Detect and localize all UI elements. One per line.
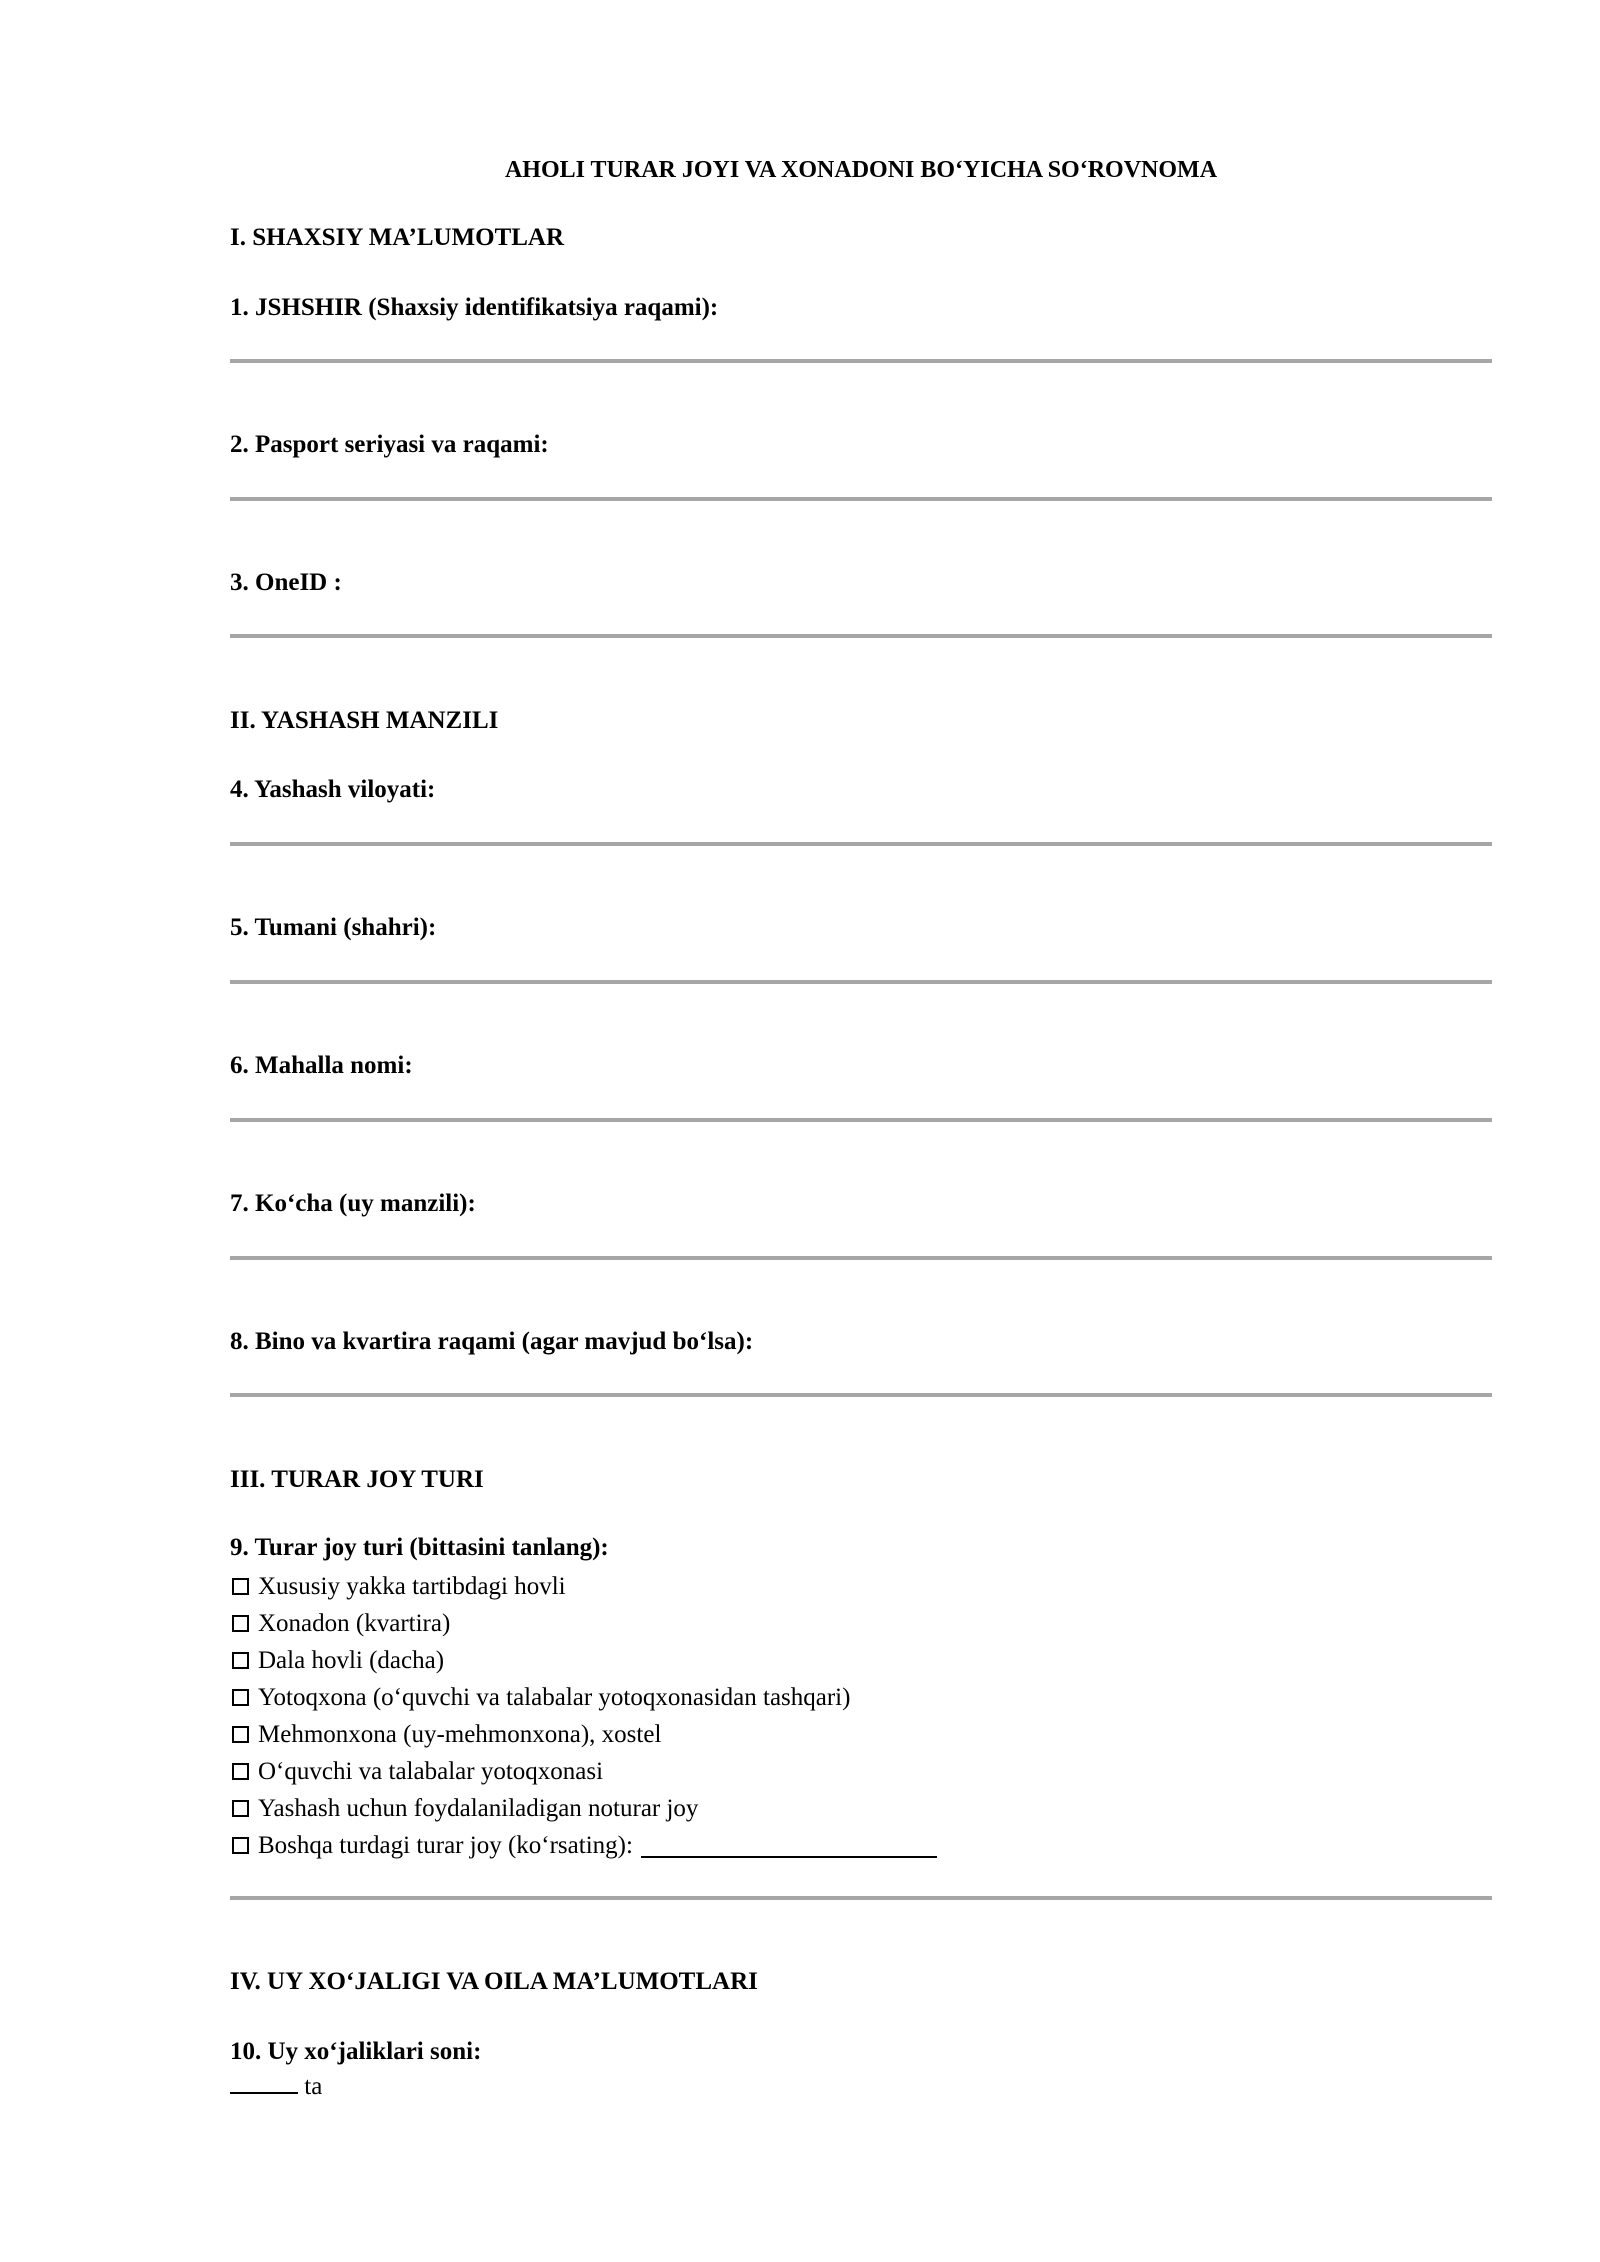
- housing-type-separator: [230, 1896, 1492, 1900]
- option-private-house[interactable]: [230, 1568, 937, 1605]
- option-hotel-hostel[interactable]: [230, 1716, 937, 1753]
- question-building-apartment: 8. Bino va kvartira raqami (agar mavjud bo‘lsa):: [230, 1328, 754, 1355]
- section-address: II. YASHASH MANZILI: [230, 707, 499, 734]
- option-label: Dala hovli (dacha): [258, 1647, 445, 1674]
- household-count-answer: [230, 2070, 322, 2102]
- option-label: Xususiy yakka tartibdagi hovli: [258, 1573, 566, 1600]
- option-non-residential[interactable]: [230, 1790, 937, 1827]
- oneid-answer-line[interactable]: [230, 634, 1492, 638]
- section-household: IV. UY XO‘JALIGI VA OILA MA’LUMOTLARI: [230, 1968, 758, 1995]
- question-housing-type: 9. Turar joy turi (bittasini tanlang):: [230, 1534, 609, 1561]
- mahalla-answer-line[interactable]: [230, 1118, 1492, 1122]
- option-label: Boshqa turdagi turar joy (ko‘rsating):: [258, 1832, 633, 1859]
- option-dacha[interactable]: [230, 1642, 937, 1679]
- district-answer-line[interactable]: [230, 980, 1492, 984]
- option-label: Yashash uchun foydalaniladigan noturar joy: [258, 1795, 699, 1822]
- question-district: 5. Tumani (shahri):: [230, 914, 437, 941]
- checkbox[interactable]: [232, 1837, 249, 1854]
- household-count-field[interactable]: [230, 2070, 298, 2094]
- other-specify-field[interactable]: [641, 1834, 937, 1858]
- housing-type-options: [230, 1568, 937, 1864]
- question-household-count: 10. Uy xo‘jaliklari soni:: [230, 2038, 482, 2065]
- option-dormitory[interactable]: [230, 1679, 937, 1716]
- region-answer-line[interactable]: [230, 842, 1492, 846]
- checkbox[interactable]: [232, 1578, 249, 1595]
- question-jshshir: 1. JSHSHIR (Shaxsiy identifikatsiya raqami):: [230, 294, 719, 321]
- document-title: AHOLI TURAR JOYI VA XONADONI BO‘YICHA SO‘ROVNOMA: [504, 157, 1218, 183]
- checkbox[interactable]: [232, 1652, 249, 1669]
- option-label: Mehmonxona (uy-mehmonxona), xostel: [258, 1721, 662, 1748]
- option-other[interactable]: [230, 1827, 937, 1864]
- question-mahalla: 6. Mahalla nomi:: [230, 1052, 413, 1079]
- question-street: 7. Ko‘cha (uy manzili):: [230, 1190, 476, 1217]
- question-oneid: 3. OneID :: [230, 569, 342, 596]
- checkbox[interactable]: [232, 1726, 249, 1743]
- checkbox[interactable]: [232, 1800, 249, 1817]
- question-region: 4. Yashash viloyati:: [230, 776, 436, 803]
- checkbox[interactable]: [232, 1689, 249, 1706]
- checkbox[interactable]: [232, 1763, 249, 1780]
- building-answer-line[interactable]: [230, 1393, 1492, 1397]
- option-label: O‘quvchi va talabalar yotoqxonasi: [258, 1758, 604, 1785]
- option-label: Xonadon (kvartira): [258, 1610, 451, 1637]
- option-student-dormitory[interactable]: [230, 1753, 937, 1790]
- option-apartment[interactable]: [230, 1605, 937, 1642]
- section-personal-info: I. SHAXSIY MA’LUMOTLAR: [230, 224, 565, 251]
- checkbox[interactable]: [232, 1615, 249, 1632]
- jshshir-answer-line[interactable]: [230, 359, 1492, 363]
- household-count-unit: ta: [304, 2073, 323, 2100]
- street-answer-line[interactable]: [230, 1256, 1492, 1260]
- question-passport: 2. Pasport seriyasi va raqami:: [230, 431, 549, 458]
- section-housing-type: III. TURAR JOY TURI: [230, 1466, 484, 1493]
- passport-answer-line[interactable]: [230, 497, 1492, 501]
- option-label: Yotoqxona (o‘quvchi va talabalar yotoqxonasidan tashqari): [258, 1684, 851, 1711]
